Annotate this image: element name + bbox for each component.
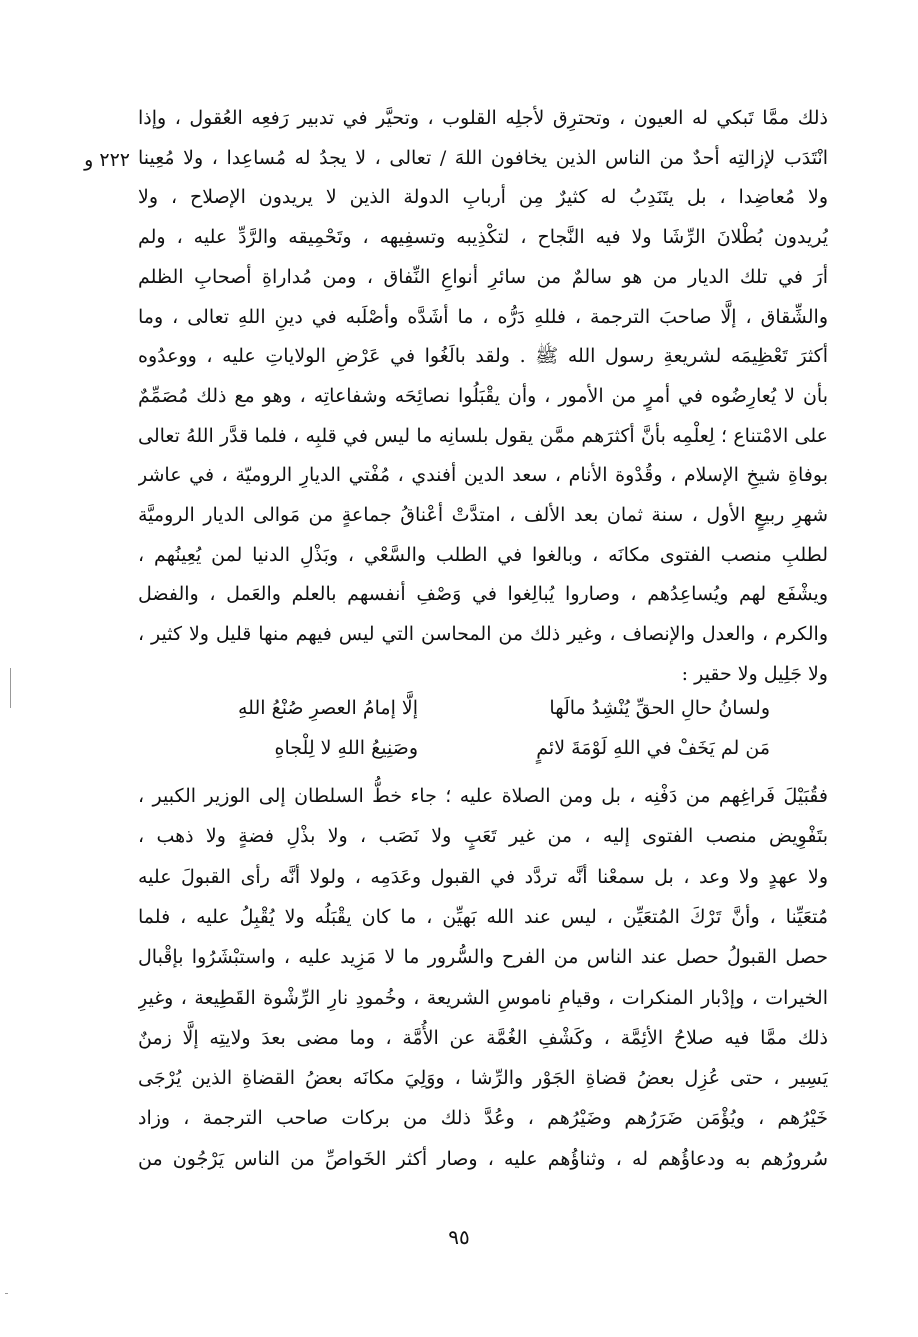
text-line: سُرورُهم به ودعاؤُهم له ، وثناؤُهم عليه ، وصار أكثر الخَواصِّ من الناس يَرْجُون من	[138, 1147, 828, 1170]
poem-line-1-left: إلَّا إمامُ العصرِ صُنْعُ اللهِ	[238, 697, 418, 719]
text-line: الخيرات ، وإدْبار المنكرات ، وقيامِ ناموسِ الشريعة ، وخُمودِ نارِ الرِّشْوة القَطِيعة ، وغيرِ	[138, 986, 828, 1009]
poem-line-2-right: مَن لم يَخَفْ في اللهِ لَوْمَةَ لائمٍ	[536, 737, 770, 759]
text-line: يُريدون بُطْلانَ الرِّشَا ولا فيه النَّجاح ، لتكْذِيبه وتسفِيهه ، وتَحْمِيقه والرَّدِّ عليه ، ولم	[138, 226, 828, 249]
text-line: أكثرَ تَعْظِيمَه لشريعةِ رسول الله ﷺ . ولقد بالَغُوا في عَرْضِ الولاياتِ عليه ، ووعدُوه	[138, 345, 828, 368]
text-line: بتَفْوِيض منصب الفتوى إليه ، من غير تَعَبٍ ولا نَصَب ، ولا بذْلِ فضةٍ ولا ذهب ،	[138, 825, 828, 848]
text-line: بوفاةِ شيخِ الإسلام ، وقُدْوة الأنام ، سعد الدين أفندي ، مُفْتي الديارِ الروميّة ، في عاشر	[138, 464, 828, 487]
text-line: على الامْتناع ؛ لِعلْمِه بأنَّ أكثرَهم ممَّن يقول بلسانِه ما ليس في قلبِه ، فلما قدَّر اللهُ تعالى	[138, 424, 828, 447]
page-number: ٩٥	[448, 1225, 470, 1249]
text-line: ذلك ممَّا فيه صلاحُ الأئِمَّة ، وكَشْفِ الغُمَّة عن الأُمَّة ، وما مضى بعدَ ولايتِه إلَّا زمنٌ	[138, 1026, 828, 1049]
text-line: خَيْرُهم ، ويُؤْمَن ضَرَرُهم وضَيْرُهم ، وعُدَّ ذلك من بركات صاحب الترجمة ، وزاد	[138, 1107, 828, 1130]
poem-line-2-left: وصَنِيعُ اللهِ لا لِلْجاهِ	[274, 737, 418, 759]
text-line: فقُبَيْلَ فَراغِهم من دَفْنِه ، بل ومن الصلاة عليه ؛ جاء خطُّ السلطان إلى الوزير الكبير ،	[138, 785, 828, 807]
text-line: ويشْفَع لهم ويُساعِدُهم ، وصاروا يُبالِغوا في وَصْفِ أنفسهم بالعلم والعَمل ، والفضل	[138, 583, 828, 606]
text-line: ولا جَلِيل ولا حقير :	[681, 662, 828, 685]
text-line: أرَ في تلك الديار من هو سالمٌ من سائرِ أنواعِ النِّفاق ، ومن مُداراةِ أصحابِ الظلم	[138, 265, 828, 288]
text-line: انْتَدَب لإزالتِه أحدٌ من الناس الذين يخافون اللهَ / تعالى ، لا يجدُ له مُساعِدا ، ولا مُعِينا	[138, 146, 828, 169]
text-line: حصل القبولُ حصل عند الناس من الفرح والسُّرور ما لا مَزِيد عليه ، واستبْشَرُوا بإقْبال	[138, 946, 828, 969]
text-line: بأن لا يُعارِضُوه في أمرٍ من الأمور ، وأن يقْبَلُوا نصائِحَه وشفاعاتِه ، وهو مع ذلك مُصَمِّمٌ	[138, 384, 828, 407]
text-line: والشِّقاق ، إلَّا صاحبَ الترجمة ، فللهِ دَرُّه ، ما أشَدَّه وأصْلَبه في دينِ اللهِ تعالى ، وما	[138, 305, 828, 328]
text-line: ولا عهدٍ ولا وعد ، بل سمعْنا أنَّه تردَّد في القبول وعَدَمِه ، ولولا أنَّه رأى القبولَ عليه	[138, 865, 828, 888]
margin-folio-note: ٢٢٢ و	[84, 149, 130, 171]
text-line: شهرِ ربيعٍ الأول ، سنة ثمان بعد الألف ، امتدَّتْ أعْناقُ جماعةٍ من مَوالى الديار الروميَّة	[138, 504, 828, 526]
text-line: ذلك ممَّا تَبكي له العيون ، وتحترِق لأجلِه القلوب ، وتحيَّر في تدبير رَفعِه العُقول ، وإذا	[138, 107, 828, 129]
text-line: يَسِير ، حتى عُزِل بعضُ قضاةِ الجَوْر والرِّشا ، ووَلِيَ مكانَه بعضُ القضاةِ الذين يُرْجَى	[138, 1067, 828, 1090]
scan-edge-mark	[5, 1293, 8, 1294]
text-line: ولا مُعاضِدا ، بل يتَنَدِبُ له كثيرٌ مِن أربابِ الدولة الذين لا يريدون الإصلاح ، ولا	[138, 186, 828, 209]
text-line: مُتعَيِّنا ، وأنَّ تَرْكَ المُتعَيِّن ، ليس عند الله بَهيِّن ، ما كان يقْبَلُه ولا يُقْبِلُ عليه ، فلما	[138, 905, 828, 928]
text-line: والكرم ، والعدل والإنصاف ، وغير ذلك من المحاسن التي ليس فيهم منها قليل ولا كثير ،	[138, 623, 828, 646]
poem-line-1-right: ولسانُ حالِ الحقِّ يُنْشِدُ مالَها	[549, 697, 770, 719]
scan-edge-mark	[10, 668, 11, 708]
text-line: لطلبِ منصب الفتوى مكانَه ، وبالغوا في الطلب والسَّعْي ، وبَذْلِ الدنيا لمن يُعِينُهم ،	[138, 543, 828, 566]
